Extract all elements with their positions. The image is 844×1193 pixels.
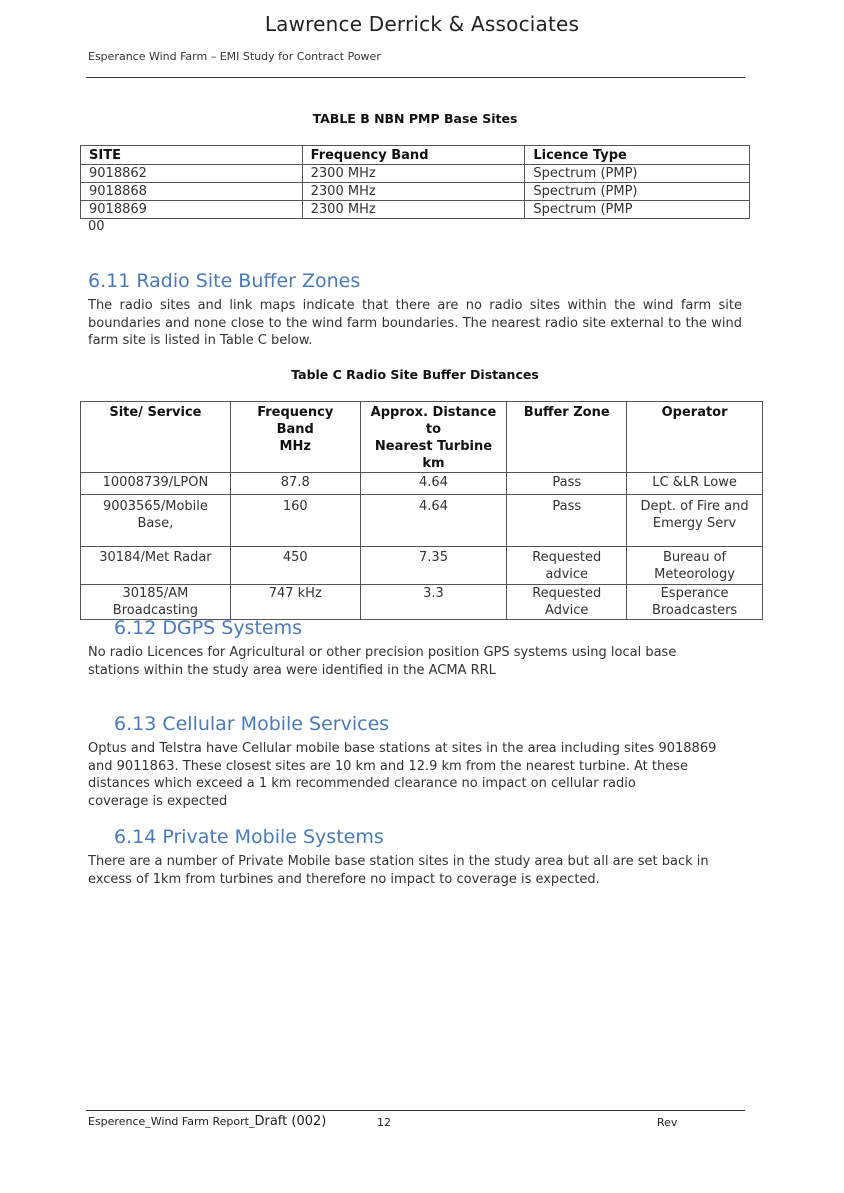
table-row xyxy=(81,165,750,183)
cell-line: LC &LR Lowe xyxy=(652,475,737,490)
table-b xyxy=(80,145,750,219)
paragraph-line: distances which exceed a 1 km recommended clearance no impact on cellular radio xyxy=(88,776,636,791)
table-cell xyxy=(230,585,360,620)
cell-line: Broadcasting xyxy=(112,603,199,618)
section-6-12-paragraph xyxy=(88,644,742,679)
table-cell: Spectrum (PMP) xyxy=(525,165,750,183)
cell-line: Advice xyxy=(545,603,589,618)
table-cell xyxy=(230,547,360,585)
paragraph-line: and 9011863. These closest sites are 10 km and 12.9 km from the nearest turbine. At these xyxy=(88,758,689,774)
section-heading-6-14: 6.14 Private Mobile Systems xyxy=(114,826,384,848)
cell-line: advice xyxy=(545,567,589,582)
footer-report-prefix: Esperence_Wind Farm Report_ xyxy=(88,1115,255,1128)
cell-line: Broadcasters xyxy=(651,603,738,618)
section-6-13-paragraph xyxy=(88,740,742,810)
table-c xyxy=(80,401,763,620)
table-cell xyxy=(507,473,627,495)
page-number: 12 xyxy=(377,1116,391,1129)
header-rule xyxy=(86,77,745,78)
table-cell xyxy=(360,495,507,547)
table-b-header-row xyxy=(81,146,750,165)
cell-line: Pass xyxy=(552,499,582,514)
table-cell xyxy=(507,495,627,547)
header-line: MHz xyxy=(279,439,311,454)
table-b-caption: TABLE B NBN PMP Base Sites xyxy=(312,111,518,126)
cell-line: 9003565/Mobile xyxy=(102,499,208,514)
header-line: Frequency Band xyxy=(257,405,334,437)
header-line: Operator xyxy=(661,405,728,420)
document-subtitle: Esperance Wind Farm – EMI Study for Contract Power xyxy=(88,50,381,63)
table-c-header-cell xyxy=(230,402,360,473)
cell-line: 4.64 xyxy=(419,475,448,490)
cell-line: Pass xyxy=(552,475,582,490)
cell-line: Dept. of Fire and xyxy=(640,499,749,514)
table-c-caption: Table C Radio Site Buffer Distances xyxy=(291,367,539,382)
cell-line: 160 xyxy=(282,499,308,514)
footer-rule xyxy=(86,1110,745,1111)
table-cell xyxy=(627,585,763,620)
paragraph-line: excess of 1km from turbines and therefore no impact to coverage is expected. xyxy=(88,871,600,887)
table-cell xyxy=(230,473,360,495)
paragraph-line: No radio Licences for Agricultural or other precision position GPS systems using local base xyxy=(88,645,677,660)
cell-line: 30184/Met Radar xyxy=(99,550,212,565)
table-cell xyxy=(81,495,231,547)
cell-line: 3.3 xyxy=(423,586,444,601)
header-line: Buffer Zone xyxy=(523,405,610,420)
table-cell xyxy=(81,473,231,495)
table-row xyxy=(81,183,750,201)
paragraph-line: There are a number of Private Mobile base station sites in the study area but all are set back in xyxy=(88,854,709,869)
cell-line: Esperance xyxy=(660,586,729,601)
table-cell: 2300 MHz xyxy=(302,201,525,219)
cell-line: Requested xyxy=(532,550,602,565)
cell-line: 7.35 xyxy=(419,550,448,565)
cell-line: Requested xyxy=(532,586,602,601)
footer-rev: Rev xyxy=(657,1116,678,1129)
cell-line: 87.8 xyxy=(280,475,310,490)
paragraph-line: coverage is expected xyxy=(88,793,228,809)
table-c-header-row xyxy=(81,402,763,473)
table-cell xyxy=(81,547,231,585)
table-row xyxy=(81,495,763,547)
cell-line: 4.64 xyxy=(419,499,448,514)
table-cell xyxy=(627,547,763,585)
header-line: Nearest Turbine km xyxy=(374,439,493,471)
header-line: to xyxy=(425,422,442,437)
table-cell: 2300 MHz xyxy=(302,183,525,201)
table-b-note: 00 xyxy=(88,219,105,234)
table-cell xyxy=(81,585,231,620)
paragraph-line: stations within the study area were identified in the ACMA RRL xyxy=(88,662,496,678)
section-6-11-paragraph: The radio sites and link maps indicate that there are no radio sites within the wind farm site boundaries and none close to the wind farm boundaries. The nearest radio site external to the wind farm site is listed in Table C below. xyxy=(88,298,742,348)
table-cell xyxy=(360,547,507,585)
section-heading-6-13: 6.13 Cellular Mobile Services xyxy=(114,713,390,735)
cell-line: 450 xyxy=(282,550,308,565)
cell-line: 747 kHz xyxy=(268,586,322,601)
table-b-header-cell: SITE xyxy=(81,146,303,165)
cell-line: Bureau of xyxy=(663,550,727,565)
table-row xyxy=(81,473,763,495)
cell-line: 10008739/LPON xyxy=(102,475,209,490)
table-cell xyxy=(360,585,507,620)
table-cell xyxy=(230,495,360,547)
table-cell: 2300 MHz xyxy=(302,165,525,183)
table-b-header-cell: Frequency Band xyxy=(302,146,525,165)
header-line: Approx. Distance xyxy=(370,405,497,420)
footer-report-draft: Draft (002) xyxy=(254,1114,327,1129)
cell-line: 30185/AM xyxy=(122,586,189,601)
table-cell: Spectrum (PMP xyxy=(525,201,750,219)
table-cell xyxy=(360,473,507,495)
table-c-header-cell xyxy=(81,402,231,473)
table-cell: 9018868 xyxy=(81,183,303,201)
footer-report-name xyxy=(88,1114,326,1129)
table-c-header-cell xyxy=(360,402,507,473)
section-heading-6-12: 6.12 DGPS Systems xyxy=(114,617,303,639)
table-cell: 9018869 xyxy=(81,201,303,219)
section-heading-6-11: 6.11 Radio Site Buffer Zones xyxy=(88,270,361,292)
cell-line: Emergy Serv xyxy=(652,516,737,531)
table-cell xyxy=(627,473,763,495)
cell-line: Base, xyxy=(137,516,174,531)
table-cell: Spectrum (PMP) xyxy=(525,183,750,201)
table-c-header-cell xyxy=(627,402,763,473)
section-6-14-paragraph xyxy=(88,853,742,888)
table-b-header-cell: Licence Type xyxy=(525,146,750,165)
table-cell xyxy=(627,495,763,547)
table-row xyxy=(81,201,750,219)
table-row xyxy=(81,585,763,620)
table-cell xyxy=(507,585,627,620)
table-cell xyxy=(507,547,627,585)
company-name: Lawrence Derrick & Associates xyxy=(264,12,580,36)
table-row xyxy=(81,547,763,585)
table-cell: 9018862 xyxy=(81,165,303,183)
cell-line: Meteorology xyxy=(654,567,735,582)
paragraph-line: Optus and Telstra have Cellular mobile base stations at sites in the area including sites 9018869 xyxy=(88,741,717,756)
table-c-header-cell xyxy=(507,402,627,473)
header-line: Site/ Service xyxy=(109,405,202,420)
